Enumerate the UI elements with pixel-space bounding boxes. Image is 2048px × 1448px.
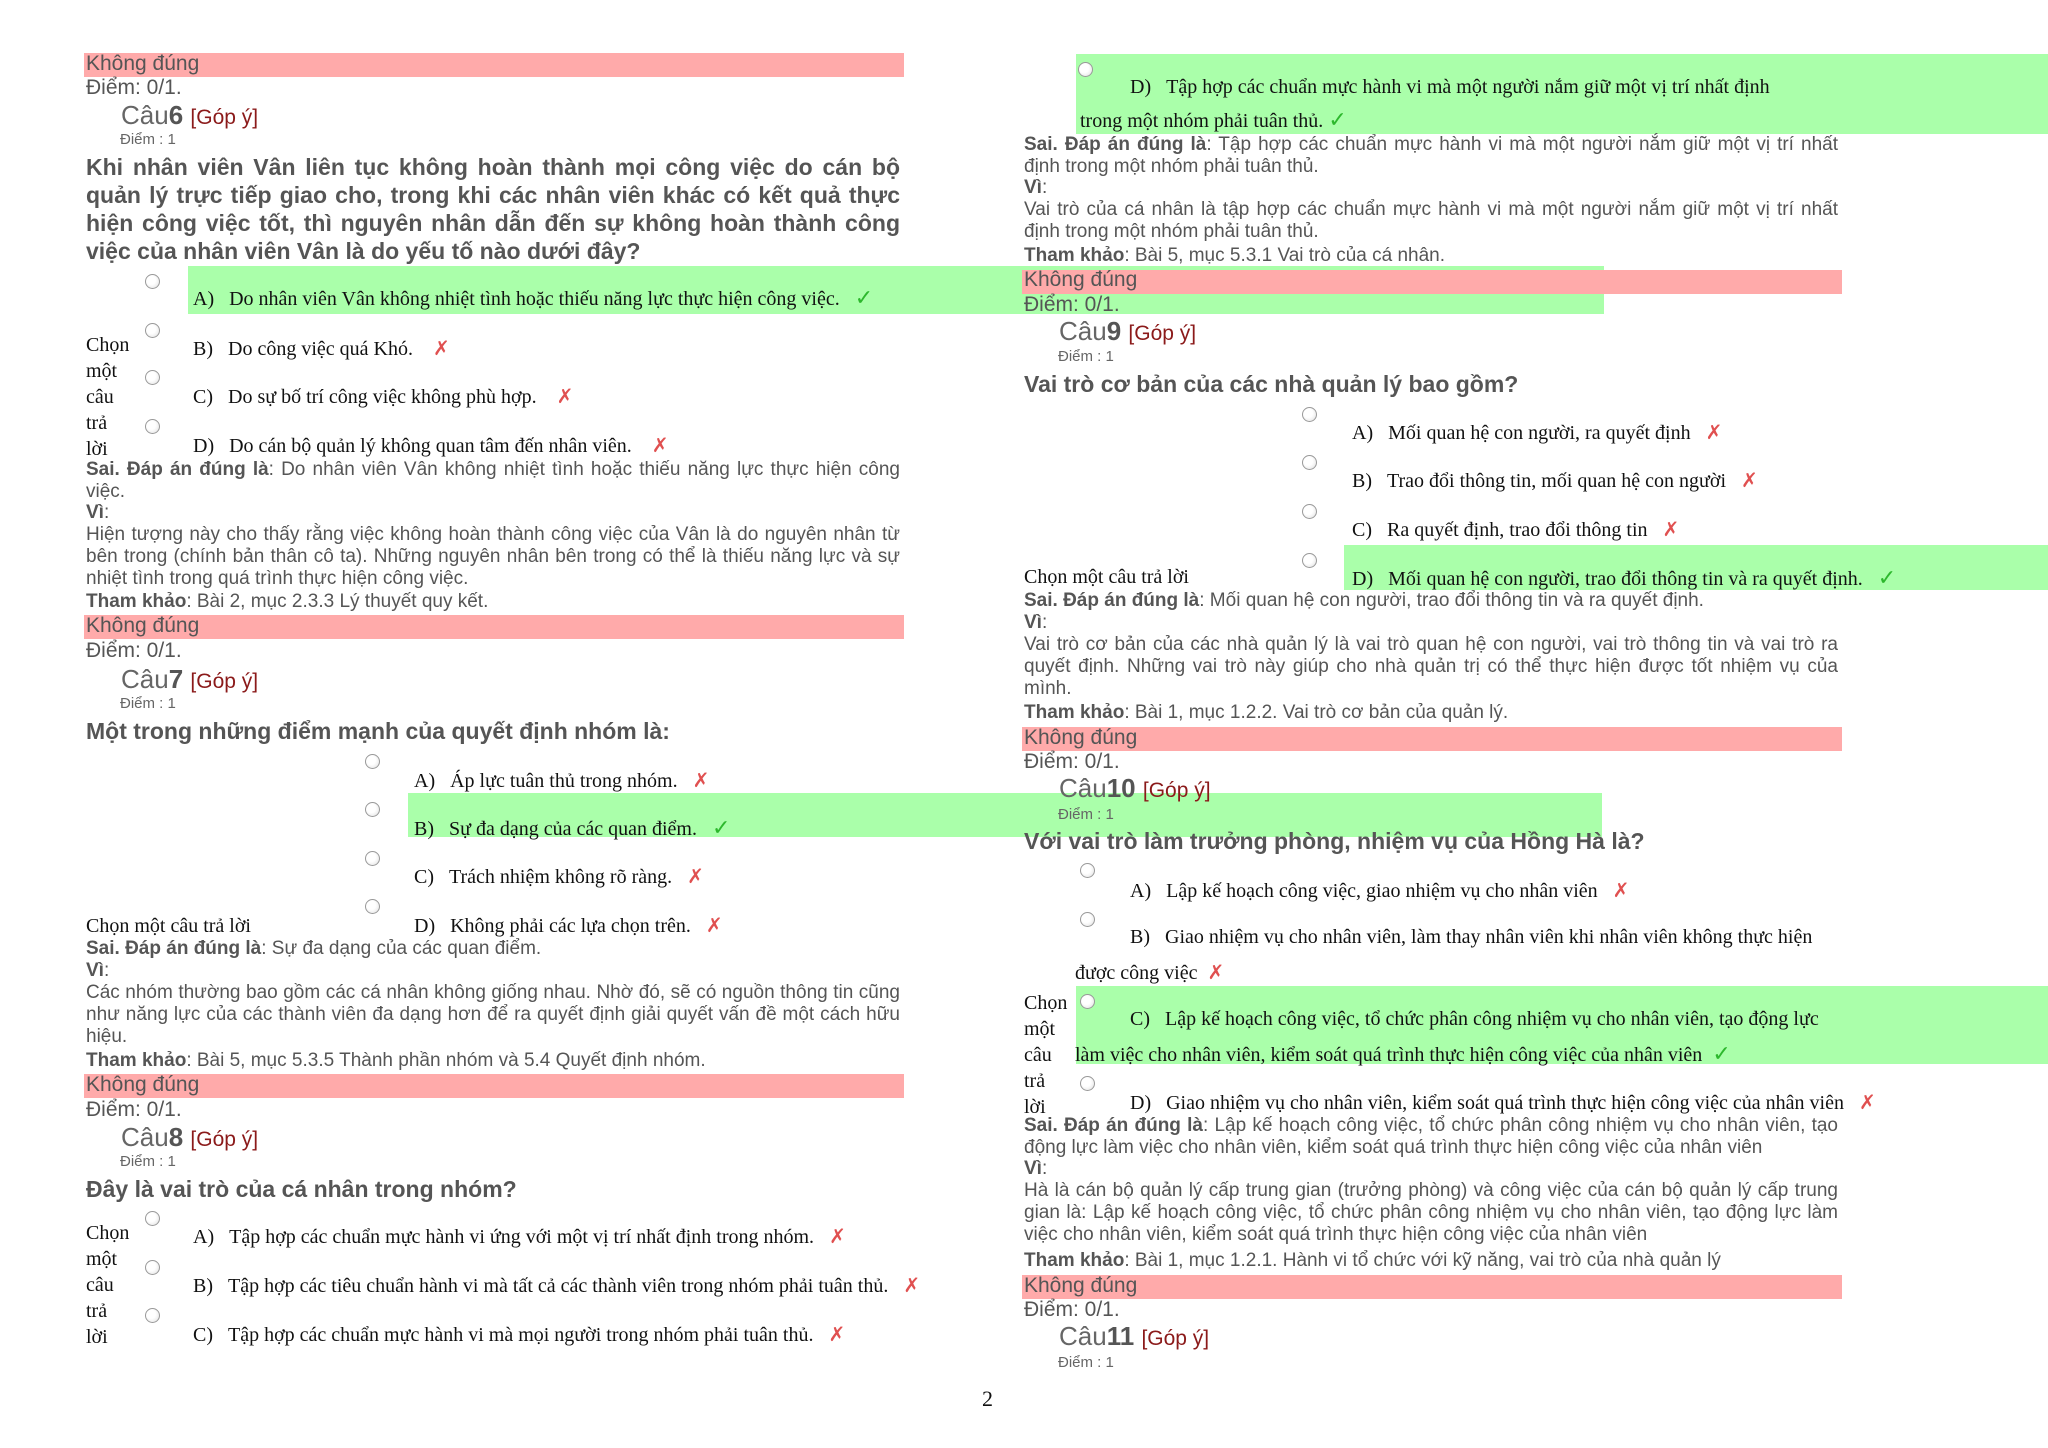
question-number: Câu6 [Góp ý] (121, 100, 259, 130)
answer-feedback: Sai. Đáp án đúng là: Mối quan hệ con người, trao đổi thông tin và ra quyết định. (1024, 590, 1704, 611)
explanation: Vì: Hiện tượng này cho thấy rằng việc không hoàn thành công việc của Vân là do nguyên nhân từ bên trong (chính bản thân cô ta). Những nguyên nhân bên trong có thể là thiếu năng lực và sự nhiệt tình trong quá trình thực hiện công việc. (86, 502, 900, 589)
status-label: Không đúng (86, 52, 200, 75)
choose-answer-label: Chọn một câu trả lời (86, 1222, 130, 1348)
score-label: Điểm: 0/1. (86, 639, 182, 662)
wrong-cross-icon: ✗ (687, 864, 704, 888)
question-text: Khi nhân viên Vân liên tục không hoàn thành mọi công việc do cán bộ quản lý trực tiếp giao cho, trong khi các nhân viên khác có kết quả thực hiện công việc tốt, thì nguyên nhân dẫn đến sự không hoàn thành công việc của nhân viên Vân là do yếu tố nào dưới đây? (86, 154, 900, 264)
wrong-cross-icon: ✗ (705, 913, 723, 937)
radio-option-a[interactable] (1080, 863, 1095, 878)
question-points: Điểm : 1 (120, 1153, 176, 1170)
radio-option-b[interactable] (145, 323, 160, 338)
radio-option-d[interactable] (145, 419, 160, 434)
option-b[interactable]: B) Trao đổi thông tin, mối quan hệ con người ✗ (1352, 468, 1758, 492)
radio-option-a[interactable] (365, 754, 380, 769)
wrong-cross-icon: ✗ (692, 768, 710, 792)
feedback-link[interactable]: [Góp ý] (1128, 322, 1197, 345)
option-a[interactable]: A) Áp lực tuân thủ trong nhóm. ✗ (414, 768, 710, 792)
option-b[interactable]: B) Do công việc quá Khó. ✗ (193, 336, 450, 360)
radio-option-c[interactable] (365, 851, 380, 866)
question-number: Câu9 [Góp ý] (1059, 316, 1197, 346)
choose-answer-label: Chọn một câu trả lời (1024, 992, 1068, 1118)
option-a[interactable]: A) Mối quan hệ con người, ra quyết định ✗ (1352, 420, 1723, 444)
score-label: Điểm: 0/1. (86, 76, 182, 99)
wrong-cross-icon: ✗ (1705, 420, 1723, 444)
radio-option-d[interactable] (1302, 553, 1317, 568)
option-d[interactable]: D) Do cán bộ quản lý không quan tâm đến nhân viên. ✗ (193, 433, 669, 457)
wrong-cross-icon: ✗ (1662, 517, 1680, 541)
question-points: Điểm : 1 (120, 131, 176, 148)
explanation: Vì: Vai trò của cá nhân là tập hợp các chuẩn mực hành vi mà một người nắm giữ một vị trí nhất định trong một nhóm phải tuân thủ. (1024, 177, 1838, 242)
radio-option-a[interactable] (145, 1211, 160, 1226)
question-number: Câu11 [Góp ý] (1059, 1321, 1210, 1351)
wrong-cross-icon: ✗ (651, 433, 669, 457)
option-c[interactable]: C) Trách nhiệm không rõ ràng. ✗ (414, 864, 704, 888)
reference: Tham khảo: Bài 1, mục 1.2.2. Vai trò cơ bản của quản lý. (1024, 702, 1509, 723)
choose-answer-label: Chọn một câu trả lời (86, 915, 251, 937)
feedback-link[interactable]: [Góp ý] (190, 1128, 259, 1151)
wrong-cross-icon: ✗ (432, 336, 450, 360)
question-number: Câu8 [Góp ý] (121, 1122, 259, 1152)
status-band (84, 1074, 904, 1098)
choose-answer-label: Chọn một câu trả lời (86, 334, 130, 460)
option-b[interactable]: B) Giao nhiệm vụ cho nhân viên, làm thay nhân viên khi nhân viên không thực hiện (1130, 926, 1813, 948)
question-points: Điểm : 1 (1058, 806, 1114, 823)
feedback-link[interactable]: [Góp ý] (1141, 1327, 1210, 1350)
radio-option-b[interactable] (1302, 455, 1317, 470)
wrong-cross-icon: ✗ (828, 1322, 846, 1346)
feedback-link[interactable]: [Góp ý] (190, 106, 259, 129)
explanation: Vì: Vai trò cơ bản của các nhà quản lý là vai trò quan hệ con người, vai trò thông tin và vai trò ra quyết định. Những vai trò này giúp cho nhà quản trị có thể thực hiện được tốt nhiệm vụ của mình. (1024, 612, 1838, 699)
option-d[interactable]: D) Mối quan hệ con người, trao đổi thông tin và ra quyết định. ✓ (1352, 566, 1897, 591)
feedback-link[interactable]: [Góp ý] (1142, 779, 1211, 802)
radio-option-d[interactable] (1078, 62, 1093, 77)
question-text: Với vai trò làm trưởng phòng, nhiệm vụ của Hồng Hà là? (1024, 828, 1645, 854)
option-d-continued[interactable]: trong một nhóm phải tuân thủ. ✓ (1080, 108, 1347, 133)
option-a[interactable]: A) Lập kế hoạch công việc, giao nhiệm vụ cho nhân viên ✗ (1130, 878, 1630, 902)
option-c[interactable]: C) Ra quyết định, trao đổi thông tin ✗ (1352, 517, 1680, 541)
explanation: Vì: Hà là cán bộ quản lý cấp trung gian (trưởng phòng) và công việc của cán bộ quản lý cấp trung gian là: Lập kế hoạch công việc, tổ chức phân công nhiệm vụ cho nhân viên, tạo động lực làm việc cho nhân viên, kiểm soát quá trình thực hiện công việc của nhân viên (1024, 1158, 1838, 1245)
status-label: Không đúng (1024, 726, 1138, 749)
correct-check-icon: ✓ (1328, 108, 1347, 133)
status-band (1022, 727, 1842, 751)
option-c[interactable]: C) Tập hợp các chuẩn mực hành vi mà mọi người trong nhóm phải tuân thủ. ✗ (193, 1322, 846, 1346)
wrong-cross-icon: ✗ (829, 1224, 846, 1248)
choose-answer-label: Chọn một câu trả lời (1024, 566, 1189, 588)
question-number: Câu7 [Góp ý] (121, 664, 259, 694)
score-label: Điểm: 0/1. (86, 1098, 182, 1121)
reference: Tham khảo: Bài 1, mục 1.2.1. Hành vi tổ chức với kỹ năng, vai trò của nhà quản lý (1024, 1250, 1721, 1271)
option-d[interactable]: D) Tập hợp các chuẩn mực hành vi mà một người nắm giữ một vị trí nhất định (1130, 76, 1770, 98)
wrong-cross-icon: ✗ (556, 384, 574, 408)
answer-feedback: Sai. Đáp án đúng là: Lập kế hoạch công việc, tổ chức phân công nhiệm vụ cho nhân viên, tạo động lực làm việc cho nhân viên, kiểm soát quá trình thực hiện công việc của nhân viên (1024, 1115, 1838, 1158)
correct-check-icon: ✓ (711, 816, 731, 841)
radio-option-c[interactable] (1302, 504, 1317, 519)
correct-check-icon: ✓ (854, 286, 874, 311)
option-b[interactable]: B) Tập hợp các tiêu chuẩn hành vi mà tất cả các thành viên trong nhóm phải tuân thủ. ✗ (193, 1273, 921, 1297)
radio-option-a[interactable] (145, 274, 160, 289)
reference: Tham khảo: Bài 2, mục 2.3.3 Lý thuyết quy kết. (86, 591, 489, 612)
score-label: Điểm: 0/1. (1024, 293, 1120, 316)
status-band (84, 53, 904, 77)
answer-feedback: Sai. Đáp án đúng là: Tập hợp các chuẩn mực hành vi mà một người nắm giữ một vị trí nhất định trong một nhóm phải tuân thủ. (1024, 134, 1838, 177)
option-c-continued[interactable]: làm việc cho nhân viên, kiểm soát quá trình thực hiện công việc của nhân viên ✓ (1075, 1042, 1731, 1067)
wrong-cross-icon: ✗ (903, 1273, 921, 1297)
answer-feedback: Sai. Đáp án đúng là: Sự đa dạng của các quan điểm. (86, 938, 542, 959)
answer-feedback: Sai. Đáp án đúng là: Do nhân viên Vân không nhiệt tình hoặc thiếu năng lực thực hiện công việc. (86, 459, 900, 502)
option-a[interactable]: A) Tập hợp các chuẩn mực hành vi ứng với một vị trí nhất định trong nhóm. ✗ (193, 1224, 846, 1248)
status-label: Không đúng (86, 614, 200, 637)
feedback-link[interactable]: [Góp ý] (190, 670, 259, 693)
wrong-cross-icon: ✗ (1741, 468, 1758, 492)
option-b-continued[interactable]: được công việc ✗ (1075, 960, 1225, 984)
question-text: Đây là vai trò của cá nhân trong nhóm? (86, 1176, 517, 1202)
wrong-cross-icon: ✗ (1858, 1090, 1876, 1114)
option-d[interactable]: D) Giao nhiệm vụ cho nhân viên, kiểm soát quá trình thực hiện công việc của nhân viên ✗ (1130, 1090, 1876, 1114)
radio-option-a[interactable] (1302, 407, 1317, 422)
option-c[interactable]: C) Do sự bố trí công việc không phù hợp. ✗ (193, 384, 574, 408)
question-number: Câu10 [Góp ý] (1059, 773, 1211, 803)
radio-option-b[interactable] (1080, 912, 1095, 927)
correct-check-icon: ✓ (1712, 1042, 1731, 1067)
radio-option-d[interactable] (1080, 1076, 1095, 1091)
explanation: Vì: Các nhóm thường bao gồm các cá nhân không giống nhau. Nhờ đó, sẽ có nguồn thông tin cũng như năng lực của các thành viên đa dạng hơn để ra quyết định giải quyết vấn đề một cách hữu hiệu. (86, 960, 900, 1047)
score-label: Điểm: 0/1. (1024, 1298, 1120, 1321)
status-band (1022, 270, 1842, 294)
radio-option-c[interactable] (145, 370, 160, 385)
status-label: Không đúng (1024, 268, 1138, 291)
status-band (84, 615, 904, 639)
option-d[interactable]: D) Không phải các lựa chọn trên. ✗ (414, 913, 723, 937)
wrong-cross-icon: ✗ (1612, 878, 1630, 902)
option-b[interactable]: B) Sự đa dạng của các quan điểm. ✓ (414, 816, 731, 841)
correct-check-icon: ✓ (1877, 566, 1897, 591)
page-number: 2 (982, 1386, 993, 1411)
question-points: Điểm : 1 (120, 695, 176, 712)
option-c[interactable]: C) Lập kế hoạch công việc, tổ chức phân công nhiệm vụ cho nhân viên, tạo động lực (1130, 1008, 1819, 1030)
radio-option-d[interactable] (365, 899, 380, 914)
radio-option-b[interactable] (365, 802, 380, 817)
reference: Tham khảo: Bài 5, mục 5.3.1 Vai trò của cá nhân. (1024, 245, 1446, 266)
option-a[interactable]: A) Do nhân viên Vân không nhiệt tình hoặc thiếu năng lực thực hiện công việc. ✓ (193, 286, 874, 311)
status-label: Không đúng (86, 1073, 200, 1096)
question-text: Một trong những điểm mạnh của quyết định nhóm là: (86, 718, 670, 744)
wrong-cross-icon: ✗ (1207, 960, 1225, 984)
question-points: Điểm : 1 (1058, 348, 1114, 365)
radio-option-b[interactable] (145, 1260, 160, 1275)
status-label: Không đúng (1024, 1274, 1138, 1297)
status-band (1022, 1275, 1842, 1299)
question-points: Điểm : 1 (1058, 1354, 1114, 1371)
question-text: Vai trò cơ bản của các nhà quản lý bao gồm? (1024, 371, 1519, 397)
radio-option-c[interactable] (1080, 994, 1095, 1009)
reference: Tham khảo: Bài 5, mục 5.3.5 Thành phần nhóm và 5.4 Quyết định nhóm. (86, 1050, 706, 1071)
score-label: Điểm: 0/1. (1024, 750, 1120, 773)
radio-option-c[interactable] (145, 1308, 160, 1323)
